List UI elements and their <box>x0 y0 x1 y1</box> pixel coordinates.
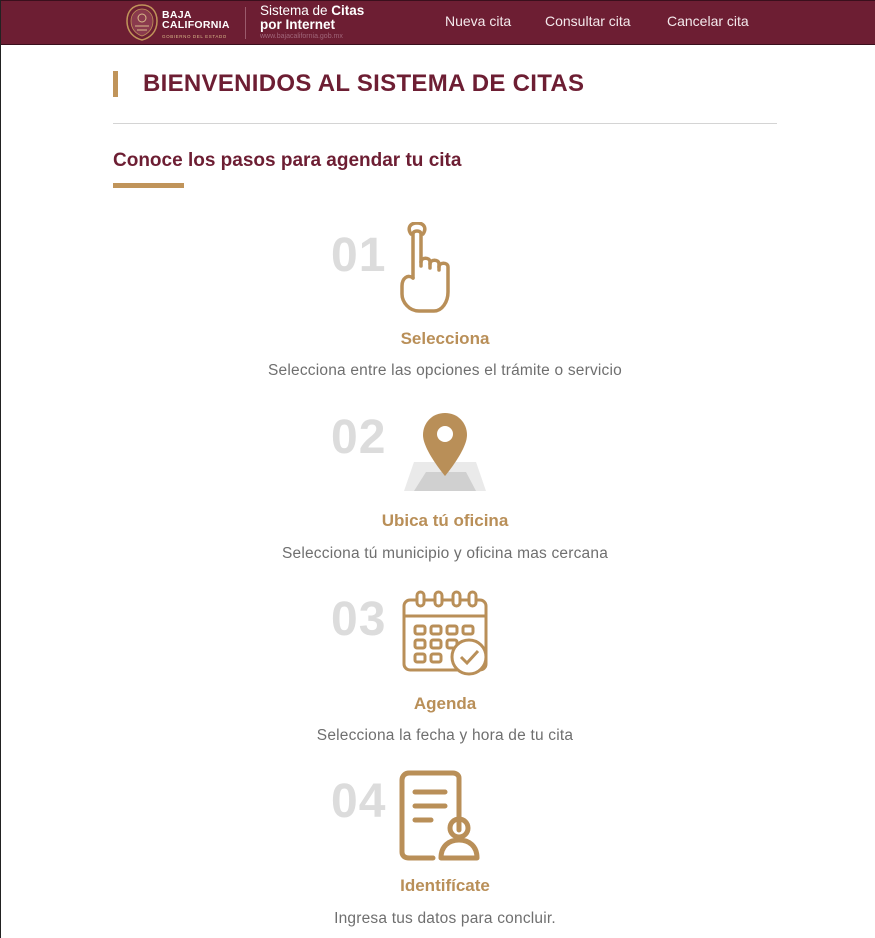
step-number: 03 <box>331 593 387 646</box>
step-title: Selecciona <box>400 329 490 348</box>
section-subtitle: Conoce los pasos para agendar tu cita <box>113 150 462 171</box>
step-title: Ubica tú oficina <box>381 511 509 530</box>
system-title: Sistema de Citas por Internet <box>260 3 365 32</box>
subtitle-underline <box>113 183 184 188</box>
brand-tagline: GOBIERNO DEL ESTADO <box>162 34 227 39</box>
nav-cancelar-cita[interactable]: Cancelar cita <box>667 13 749 29</box>
step-number: 04 <box>331 775 387 828</box>
step-number: 01 <box>331 229 387 282</box>
section-divider <box>113 123 777 124</box>
step-description: Selecciona entre las opciones el trámite o servicio <box>268 362 622 379</box>
state-seal-logo <box>126 4 158 41</box>
page-title: BIENVENIDOS AL SISTEMA DE CITAS <box>143 70 585 97</box>
id-document-icon <box>399 770 483 862</box>
pointing-hand-icon <box>397 222 461 316</box>
nav-nueva-cita[interactable]: Nueva cita <box>445 13 512 29</box>
calendar-check-icon <box>401 590 491 678</box>
top-navigation-bar <box>1 0 875 45</box>
nav-consultar-cita[interactable]: Consultar cita <box>545 13 631 29</box>
step-title: Identifícate <box>400 876 490 895</box>
step-description: Selecciona la fecha y hora de tu cita <box>316 727 574 744</box>
step-title: Agenda <box>413 694 477 713</box>
header-divider <box>245 7 246 39</box>
step-description: Selecciona tú municipio y oficina mas cercana <box>281 545 609 562</box>
title-accent-bar <box>113 71 118 97</box>
step-number: 02 <box>331 411 387 464</box>
step-description: Ingresa tus datos para concluir. <box>334 910 556 927</box>
website-url: www.bajacalifornia.gob.mx <box>260 33 343 40</box>
brand-name: BAJA CALIFORNIA GOBIERNO DEL ESTADO <box>162 10 230 42</box>
map-pin-icon <box>404 410 486 492</box>
